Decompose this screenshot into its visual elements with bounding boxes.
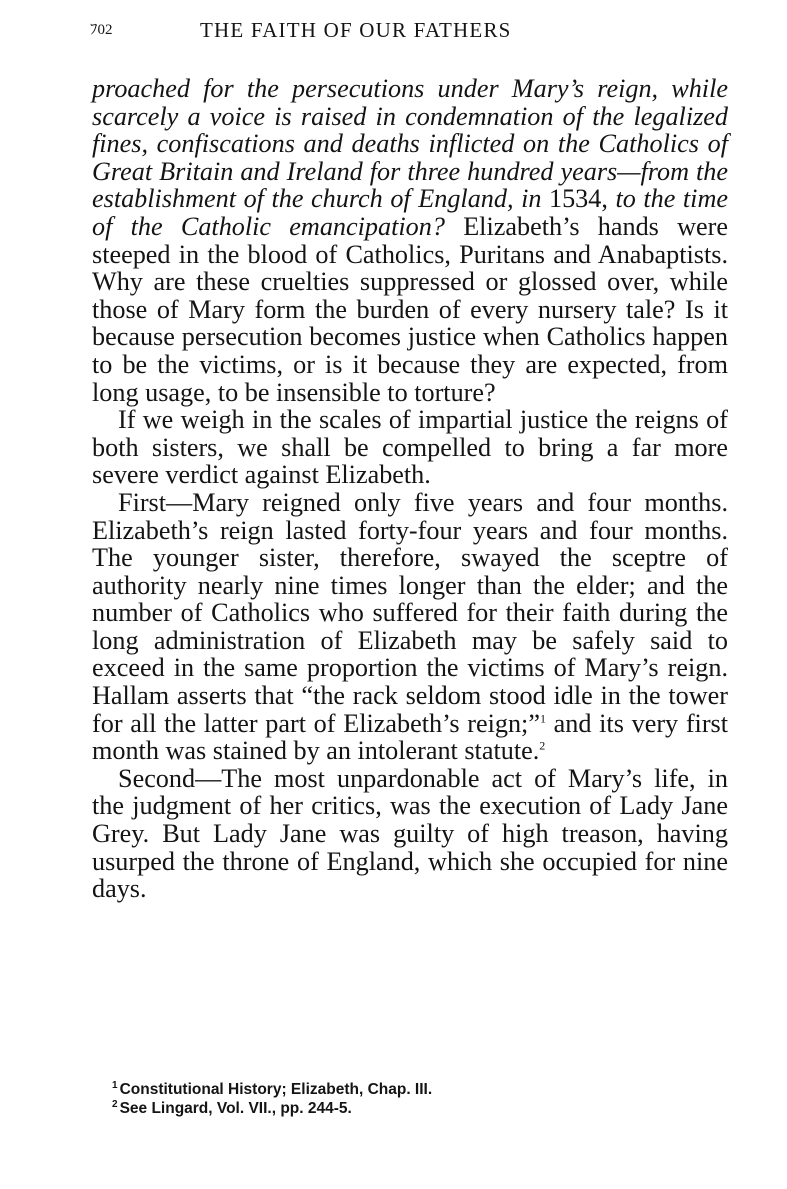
- footnote-ref-1: 1: [539, 710, 546, 725]
- p1-year: 1534,: [548, 184, 608, 214]
- footnote-mark: 1: [112, 1079, 118, 1091]
- p1-italic: proached for the persecutions under Mary’s reign, while scarcely a voice is raised in condemnation of the legalized fines, confiscations and deaths inflicted on the Catholics of Great Britain and Ireland for three hundred years—from the establishment of the church of England, in: [92, 74, 728, 214]
- paragraph-3: [92, 489, 728, 765]
- footnote-text: Constitutional History; Elizabeth, Chap. III.: [119, 1081, 433, 1098]
- paragraph-2: If we weigh in the scales of impartial justice the reigns of both sisters, we shall be compelled to bring a far more severe verdict against Elizabeth.: [92, 405, 728, 490]
- paragraph-4: Second—The most unpardonable act of Mary’s life, in the judgment of her critics, was the execution of Lady Jane Grey. But Lady Jane was guilty of high treason, having usurped the throne of England, which she occupied for nine days.: [92, 763, 728, 904]
- paragraph-1: [92, 75, 728, 406]
- body-text: [92, 75, 728, 903]
- p3-text-a: First—Mary reigned only five years and four months. Elizabeth’s reign lasted forty-four years and four months. The younger sister, therefore, swayed the sceptre of authority nearly nine times longer than the elder; and the number of Catholics who suffered for their faith during the long administration of Elizabeth may be safely said to exceed in the same proportion the victims of Mary’s reign. Hallam asserts that “the rack seldom stood idle in the tower for all the latter part of Elizabeth’s reign;”: [92, 487, 728, 738]
- page-number: ﾌ02: [90, 22, 113, 38]
- running-title: THE FAITH OF OUR FATHERS: [200, 18, 512, 42]
- footnote: [112, 1099, 712, 1118]
- p3-text-b: and its very first month was stained by an intolerant statute.: [92, 708, 729, 766]
- footnote-mark: 2: [112, 1098, 118, 1110]
- p1-italic-2: to the time of the Catholic emancipation?: [92, 184, 728, 241]
- footnote: [112, 1080, 712, 1099]
- page-header: [90, 18, 730, 48]
- p1-rest: Elizabeth’s hands were steeped in the blood of Catholics, Puritans and Anabaptists. Why are these cruelties suppressed or glossed over, while those of Mary form the burden of every nursery tale? Is it because persecution becomes justice when Catholics happen to be the victims, or is it because they are expected, from long usage, to be insensible to torture?: [92, 211, 728, 407]
- footnotes: [112, 1080, 712, 1118]
- footnote-ref-2: 2: [539, 738, 546, 753]
- footnote-text: See Lingard, Vol. VII., pp. 244-5.: [119, 1100, 352, 1117]
